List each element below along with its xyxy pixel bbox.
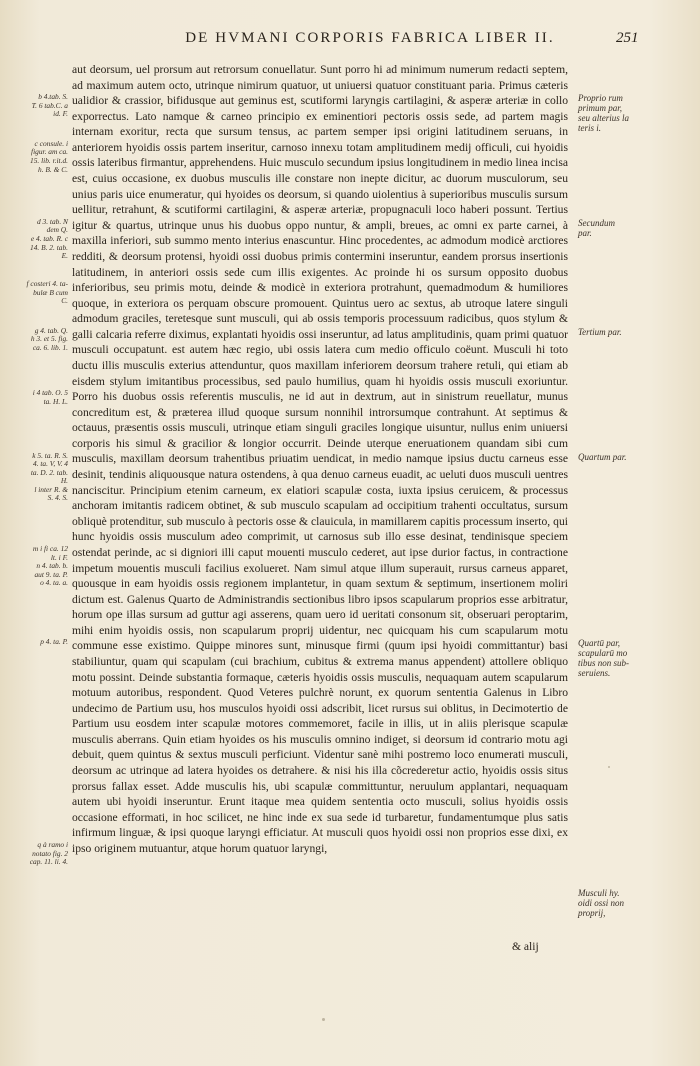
margin-note: Tertium par. (578, 326, 622, 337)
paper-speck (608, 766, 610, 768)
margin-note: d 3. tab. N dem Q. e 4. tab. R. c 14. B. 2. tab. E. (30, 216, 68, 261)
margin-note: Proprio rum primum par, seu alterius la teris i. (578, 93, 629, 134)
margin-note: Quartum par. (578, 451, 627, 462)
margin-note: c consule. i figur. am ca. 15. lib. r.it.d. h. B. & C. (30, 138, 68, 174)
margin-note: q à ramo i notato fig. 2 cap. 11. li. 4. (29, 840, 68, 867)
body-paragraph: aut deorsum, uel prorsum aut retrorsum conuellatur. Sunt porro hi ad minimum numerum redacti septem, ad maximum autem octo, utrinque nimirum quatuor, ut uniuersi quatuor constituant paria. Primus cæteris ualidior & crassior, bifidusque aut geminus est, scutiformi laryngis cartilagini, & asperæ arteriæ in collo exporrectus. Lato namque & carneo principio ex eminentiori pectoris ossis sede, ad partem magis internam exoritur, recta que sursum tensus, ac partem semper ipsi origini latitudinem seruans, in anteriorem hyoidis ossis partem inseritur, carnoso innexu totam amplitudinem medij officuli, cui hyoidis ossis lateribus firmantur, apprehendens. Huic musculo secundum ipsius longitudinem in medio linea incisa est, cuius occasione, ex duobus musculis ille constare non inepte dicitur, ac duorum musculorum, seu unius paris uice enumeratur, qui hyoides os deorsum, si quando uiolentius à superioribus musculis sursum uellitur, retrahunt, & scutiformi cartilagini, & asperæ arteriæ, propugnaculi loco haberi possunt. Tertius igitur & quartus, utrinque unus his duobus oppo nuntur, & ampli, breues, ac omni ex parte carnei, à maxilla inferiori, sub summo mento interius enascuntur. Hinc procedentes, ac admodum modicè arctiores redditi, & deorsum protensi, hyoidi ossi duobus primis contermini inseruntur, eandem prorsus insertionis latitudinem, in anteriori ossis sede cum illis exigentes. Ac proinde hi os sursum opposito duobus inferioribus, seu primis motu, deinde & modicè in exteriora protrahunt, quemadmodum & humiliores quoque, in exteriora os perquam obscure promouent. Quintus uero ac sextus, ab utroque latere singuli admodum graciles, teretesque sunt musculi, qui ab ossis temporis processuum radicibus, quos stylum & galli calcaria referre diximus, explantati hyoidis ossi inseruntur, ad latus amplitudinis, quam primi quatuor musculi occupatunt. est autem hæc regio, ubi ossis latera cum medio officulo coëunt. Musculi hi toto ductu illis musculis exterius attenduntur, quos maxillam inferiorem deorsum trahere retuli, qui etiam ab eisdem stylum imitantibus processibus, sed paulo humilius, quam hi hyoidis ossis musculi exoriuntur. Porro his duobus ossis referentis musculis, ne id aut in dextrum, aut in sinistrum reuellatur, munus concreditum est, & præterea illud quoque sursum nonnihil introrsumque contrahunt. At septimus & octauus, præsentis ossis musculi, utrinque etiam singuli graciles longique uisuntur, nullus enim uniuersi corporis his simul & gracilior & longior occurrit. Deinde uterque eneruationem quandam sibi cum musculis, maxillam deorsum trahentibus priuatim uendicat, in medio namque ipsius ductu carneus esse desinit, tendinis aliquousque natura ostendens, à qua denuo carneus euadit, ac ueluti duos musculi uentres nanciscitur. Principium etenim carneum, ex elatiori scapulæ costa, iuxta ipsius ceruicem, & processus anchoram imitantis radicem obtinet, & sub musculo scapulam ad occipitium trahenti occultatus, sursum obliquè protenditur, sub musculo à pectoris osse & clauicula, in mamillarem capitis processum inserto, qui hunc hyoidis ossis musculum adeo comprimit, ut carnosus sub illo esse desinat, tendinisque speciem ostendat perinde, ac si digniori illi caput mouenti musculo cederet, aut ipse durior factus, in contractione impetum mouentis musculi facilius exolueret. Nam simul atque illum superauit, rursus carneus apparet, quousque in eam hyoidis ossis regionem implantetur, in quam sextum & septimum, insertionem moliri dictum est. Galenus Quarto de Administrandis sectionibus libro ipsos scapularum proprios esse arbitratur, horum ope illas sursum ad guttur agi asserens, quam uero id ueritati consonum sit, obseruari peroptarim, mihi enim hyoidis ossis, non scapularum proprij uidentur, nec quicquam his cum scapularum motu commune esse existimo. Quippe minores sunt, minusque firmi (quum ipsi hyoidi committantur) basi stabiliuntur, quam qui scapulam (cui brachium, cubitus & extrema manus appendent) attollere obliquo motu possint. Deinde substantia formaque, cæteris hyoidis ossis musculis, nequaquam autem scapularum motuum autoribus, respondent. Quod Veteres pulchrè norunt, ex quorum sententia Galenus in Libro undecimo de Partium usu, hos musculos hyoidi ossi adscribit, licet rursus sui oblitus, in Decimotertio de Partium usu eosdem inter scapulæ motores commemoret, facile in illis, ut in aliis plerisque scapulæ musculis aberrans. Quin etiam hyoides os his musculis omnino indiget, si deorsum id contrario motu agi debuit, quem quintus & sextus musculi perficiunt. Videntur sanè mihi postremo loco enumerati musculi, deorsum ac utrinque ad latera hyoides os detrahere. & nisi his illa cõcrederetur actio, hyoidis ossis situs prorsus fallax esset. Adde musculis his, ubi scapulæ committuntur, neruulum applantari, nequaquam autem ubi hyoidi inseruntur. Erunt itaque mea quidem sententia octo musculi, solius hyoidis ossis occasione efformati, in hoc scilicet, ne hinc inde ex sua sede id turbaretur, fundamentumque plus satis infirmum linguæ, & ipsi quoque laryngi efficiatur. At musculi quos hyoidi ossi non proprios esse dixi, ex ipso originem mutuantur, atque horum quatuor laryngi, (72, 63, 568, 855)
catchword: & alij (512, 940, 539, 953)
paper-speck (322, 1018, 325, 1021)
page-number: 251 (616, 30, 639, 46)
margin-note: b 4.tab. S. T. 6 tab.C. a id. F. (31, 92, 68, 119)
margin-note: i 4 tab. O. 5 ta. H. L. (32, 388, 68, 406)
margin-note: Quartū par, scapularū mo tibus non sub- seruiens. (578, 638, 630, 679)
margin-note: g 4. tab. Q. h 3. et 5. fig. ca. 6. lib. 1. (30, 325, 68, 353)
running-head: DE HVMANI CORPORIS FABRICA LIBER II. (185, 30, 555, 46)
main-text-block (72, 62, 568, 856)
margin-note: f costeri 4. ta- bulæ B cum C. (26, 279, 68, 306)
margin-note: Secundum par. (578, 217, 615, 238)
margin-note: Musculi hy. oidi ossi non proprij, (578, 887, 625, 918)
margin-note: k 5. ta. R. S. 4. ta. V, V. 4 ta. D. 2. tab. H. l inter R. & S. 4. S. (30, 450, 68, 503)
margin-note: p 4. ta. P. (40, 637, 68, 647)
margin-note: m i fi ca. 12 lt. i F. n 4. tab. b. aut 9. ta. P. o 4. ta. a. (32, 543, 68, 588)
